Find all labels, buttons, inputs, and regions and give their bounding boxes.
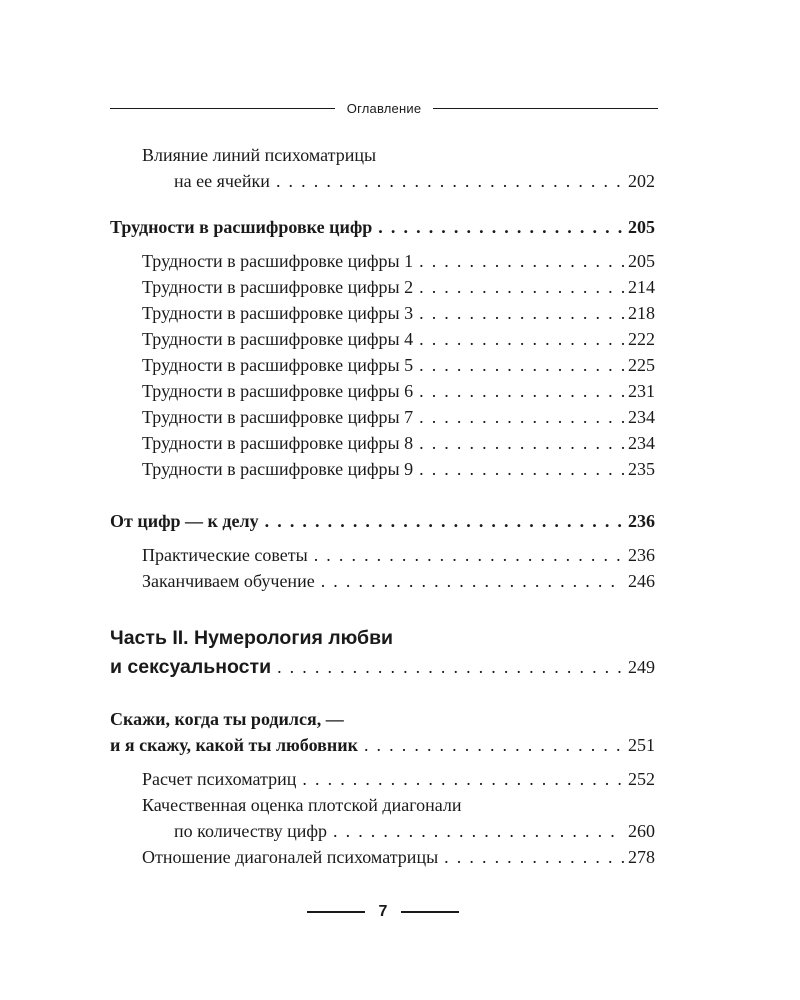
toc-section-title: Трудности в расшифровке цифр: [110, 217, 373, 237]
running-header: [110, 98, 658, 118]
toc-part-title: Часть II. Нумерология любви: [110, 627, 394, 649]
toc-page-number: 231: [628, 381, 655, 401]
toc-entry: [110, 456, 655, 482]
toc-entry-cont: [110, 818, 655, 844]
toc-page-number: 249: [628, 657, 655, 677]
toc-entry-title: Трудности в расшифровке цифры 1: [142, 251, 414, 271]
toc-entry: [110, 568, 655, 594]
toc-page-number: 252: [628, 769, 655, 789]
toc-entry: [110, 404, 655, 430]
toc-entry-title: Практические советы: [142, 545, 308, 565]
dot-leader: [276, 168, 624, 194]
toc-page-number: 214: [628, 277, 655, 297]
toc-page-number: 205: [628, 251, 655, 271]
page-footer: [300, 900, 466, 924]
dot-leader: [419, 430, 624, 456]
toc-entry-list: [110, 766, 655, 870]
toc-entry: [110, 766, 655, 792]
dot-leader: [364, 732, 624, 758]
header-title: Оглавление: [346, 100, 422, 116]
toc-page-number: 278: [628, 847, 655, 867]
dot-leader: [419, 378, 624, 404]
toc-page-number: 260: [628, 821, 655, 841]
dot-leader: [302, 766, 624, 792]
toc-entry-title: Трудности в расшифровке цифры 8: [142, 433, 414, 453]
header-rule-left: [110, 108, 335, 109]
toc-section: [110, 508, 655, 534]
dot-leader: [378, 214, 624, 240]
toc-entry-title: Влияние линий психоматрицы: [142, 145, 377, 165]
toc-entry-title: Трудности в расшифровке цифры 6: [142, 381, 414, 401]
toc-entry: [110, 430, 655, 456]
dot-leader: [419, 300, 624, 326]
toc-page-number: 222: [628, 329, 655, 349]
toc-entry-title: Заканчиваем обучение: [142, 571, 315, 591]
toc-entry: [110, 142, 655, 194]
dot-leader: [444, 844, 624, 870]
toc-entry-title: Трудности в расшифровке цифры 3: [142, 303, 414, 323]
toc-part-title-cont: и сексуальности: [110, 656, 272, 678]
dot-leader: [419, 352, 624, 378]
toc-page-number: 235: [628, 459, 655, 479]
header-rule-right: [433, 108, 658, 109]
footer-rule-left: [307, 911, 365, 913]
toc-part: [110, 624, 655, 682]
toc-entry-list: [110, 248, 655, 482]
toc-entry-title: Расчет психоматриц: [142, 769, 297, 789]
toc-entry-title: Качественная оценка плотской диагонали: [142, 795, 462, 815]
dot-leader: [419, 404, 624, 430]
toc-page-number: 202: [628, 171, 655, 191]
toc-entry: [110, 378, 655, 404]
toc-page-number: 236: [628, 511, 655, 531]
toc-entry: [110, 326, 655, 352]
toc-entry-title: Трудности в расшифровке цифры 9: [142, 459, 414, 479]
toc-page-number: 218: [628, 303, 655, 323]
toc-page-number: 225: [628, 355, 655, 375]
toc-entry-title: Трудности в расшифровке цифры 4: [142, 329, 414, 349]
toc-page-number: 234: [628, 433, 655, 453]
dot-leader: [419, 274, 624, 300]
dot-leader: [314, 542, 624, 568]
toc-entry: [110, 542, 655, 568]
toc-entry: [110, 844, 655, 870]
dot-leader: [321, 568, 624, 594]
toc-section-title: От цифр — к делу: [110, 511, 259, 531]
toc-section: [110, 706, 655, 758]
toc-entry-title: Отношение диагоналей психоматрицы: [142, 847, 439, 867]
toc-entry-title: Трудности в расшифровке цифры 5: [142, 355, 414, 375]
toc-entry: [110, 300, 655, 326]
toc-section-title: Скажи, когда ты родился, —: [110, 709, 344, 729]
toc-entry-title-cont: на ее ячейки: [174, 171, 270, 191]
toc-entry-title-cont: по количеству цифр: [174, 821, 327, 841]
toc-section-title-cont: и я скажу, какой ты любовник: [110, 735, 358, 755]
toc-entry: [110, 352, 655, 378]
toc-entry-list: [110, 542, 655, 594]
page-number: 7: [378, 903, 388, 920]
toc-page-number: 234: [628, 407, 655, 427]
toc-entry: [110, 248, 655, 274]
dot-leader: [419, 248, 624, 274]
toc-page-number: 236: [628, 545, 655, 565]
dot-leader: [333, 818, 624, 844]
dot-leader: [419, 326, 624, 352]
dot-leader: [419, 456, 624, 482]
toc-page-number: 205: [628, 217, 655, 237]
toc-page-number: 251: [628, 735, 655, 755]
toc-entry: [110, 274, 655, 300]
toc-entry-title: Трудности в расшифровке цифры 7: [142, 407, 414, 427]
dot-leader: [277, 653, 624, 682]
toc-entry: [110, 792, 655, 818]
toc-entry-title: Трудности в расшифровке цифры 2: [142, 277, 414, 297]
dot-leader: [265, 508, 624, 534]
toc-page-number: 246: [628, 571, 655, 591]
toc-section: [110, 214, 655, 240]
footer-rule-right: [401, 911, 459, 913]
